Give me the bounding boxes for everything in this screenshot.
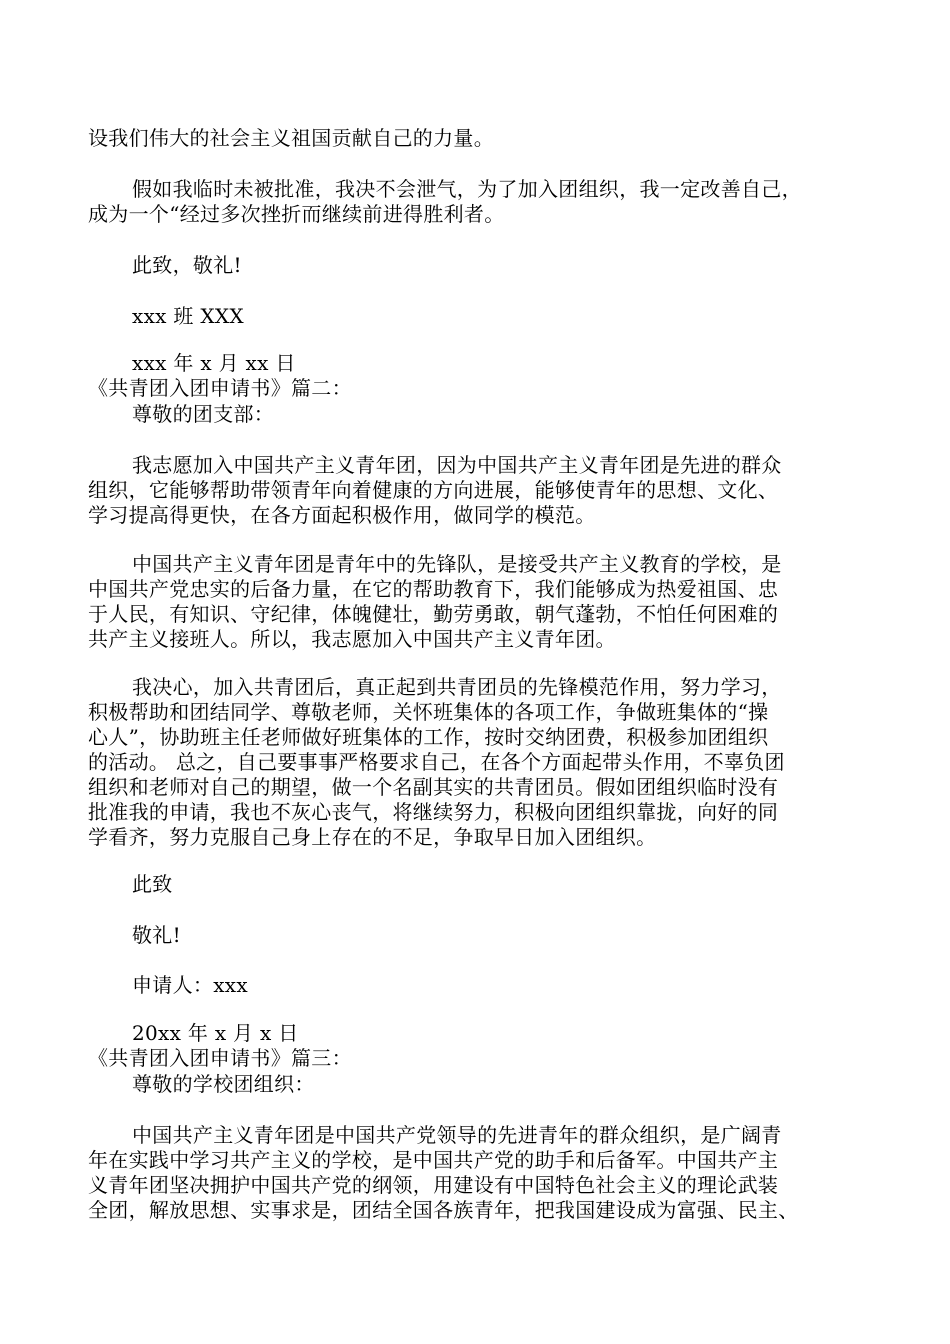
date-2: 20xx 年 x 月 x 日 (132, 1021, 299, 1045)
salutation-1: 此致，敬礼! (132, 253, 242, 277)
section-title-2: 《共青团入团申请书》篇二： (88, 376, 352, 400)
greeting-3: 尊敬的学校团组织： (132, 1072, 315, 1096)
text-line: 假如我临时未被批准，我决不会泄气，为了加入团组织，我一定改善自己， (132, 177, 802, 201)
text-line: 于人民，有知识、守纪律，体魄健壮，勤劳勇敢，朝气蓬勃，不怕任何困难的 (88, 602, 779, 626)
text-line: 中国共产主义青年团是青年中的先锋队，是接受共产主义教育的学校，是 (132, 552, 782, 576)
signature-2: 申请人：xxx (132, 973, 248, 997)
signature-1: xxx 班 XXX (132, 304, 244, 328)
greeting-2: 尊敬的团支部： (132, 402, 275, 426)
text-line: 成为一个“经过多次挫折而继续前进得胜利者。 (88, 202, 505, 226)
text-line: 共产主义接班人。所以，我志愿加入中国共产主义青年团。 (88, 627, 616, 651)
section-title-3: 《共青团入团申请书》篇三： (88, 1046, 352, 1070)
text-line: 中国共产主义青年团是中国共产党领导的先进青年的群众组织，是广阔青 (132, 1123, 782, 1147)
text-line: 我决心，加入共青团后，真正起到共青团员的先锋模范作用，努力学习， (132, 675, 782, 699)
text-line: 积极帮助和团结同学、尊敬老师，关怀班集体的各项工作，争做班集体的“操 (88, 700, 769, 724)
text-line: 我志愿加入中国共产主义青年团，因为中国共产主义青年团是先进的群众 (132, 453, 782, 477)
paragraph-resolve (88, 177, 878, 227)
text-line: 义青年团坚决拥护中国共产党的纲领，用建设有中国特色社会主义的理论武装 (88, 1173, 779, 1197)
text-line: 的活动。 总之，自己要事事严格要求自己，在各个方面起带头作用，不辜负团 (88, 750, 785, 774)
text-line: 心人”，协助班主任老师做好班集体的工作，按时交纳团费，积极参加团组织 (88, 725, 769, 749)
text-line: 学习提高得更快，在各方面起积极作用，做同学的模范。 (88, 503, 596, 527)
paragraph-2-1 (88, 453, 878, 528)
salutation-2a: 此致 (132, 872, 173, 896)
text-line: 组织和老师对自己的期望，做一个名副其实的共青团员。假如团组织临时没有 (88, 775, 779, 799)
text-line: 学看齐，努力克服自己身上存在的不足，争取早日加入团组织。 (88, 825, 657, 849)
text-line: 批准我的申请，我也不灰心丧气，将继续努力，积极向团组织靠拢，向好的同 (88, 800, 779, 824)
salutation-2b: 敬礼! (132, 923, 181, 947)
text-line: 中国共产党忠实的后备力量，在它的帮助教育下，我们能够成为热爱祖国、忠 (88, 577, 779, 601)
paragraph-closing-line (88, 126, 878, 151)
paragraph-3-1 (88, 1123, 878, 1223)
text-line: 组织，它能够帮助带领青年向着健康的方向进展，能够使青年的思想、文化、 (88, 478, 779, 502)
text-line: 设我们伟大的社会主义祖国贡献自己的力量。 (88, 126, 494, 150)
text-line: 年在实践中学习共产主义的学校，是中国共产党的助手和后备军。中国共产主 (88, 1148, 779, 1172)
paragraph-2-3 (88, 675, 878, 850)
text-line: 全团，解放思想、实事求是，团结全国各族青年，把我国建设成为富强、民主、 (88, 1198, 799, 1222)
date-1: xxx 年 x 月 xx 日 (132, 351, 296, 375)
paragraph-2-2 (88, 552, 878, 652)
